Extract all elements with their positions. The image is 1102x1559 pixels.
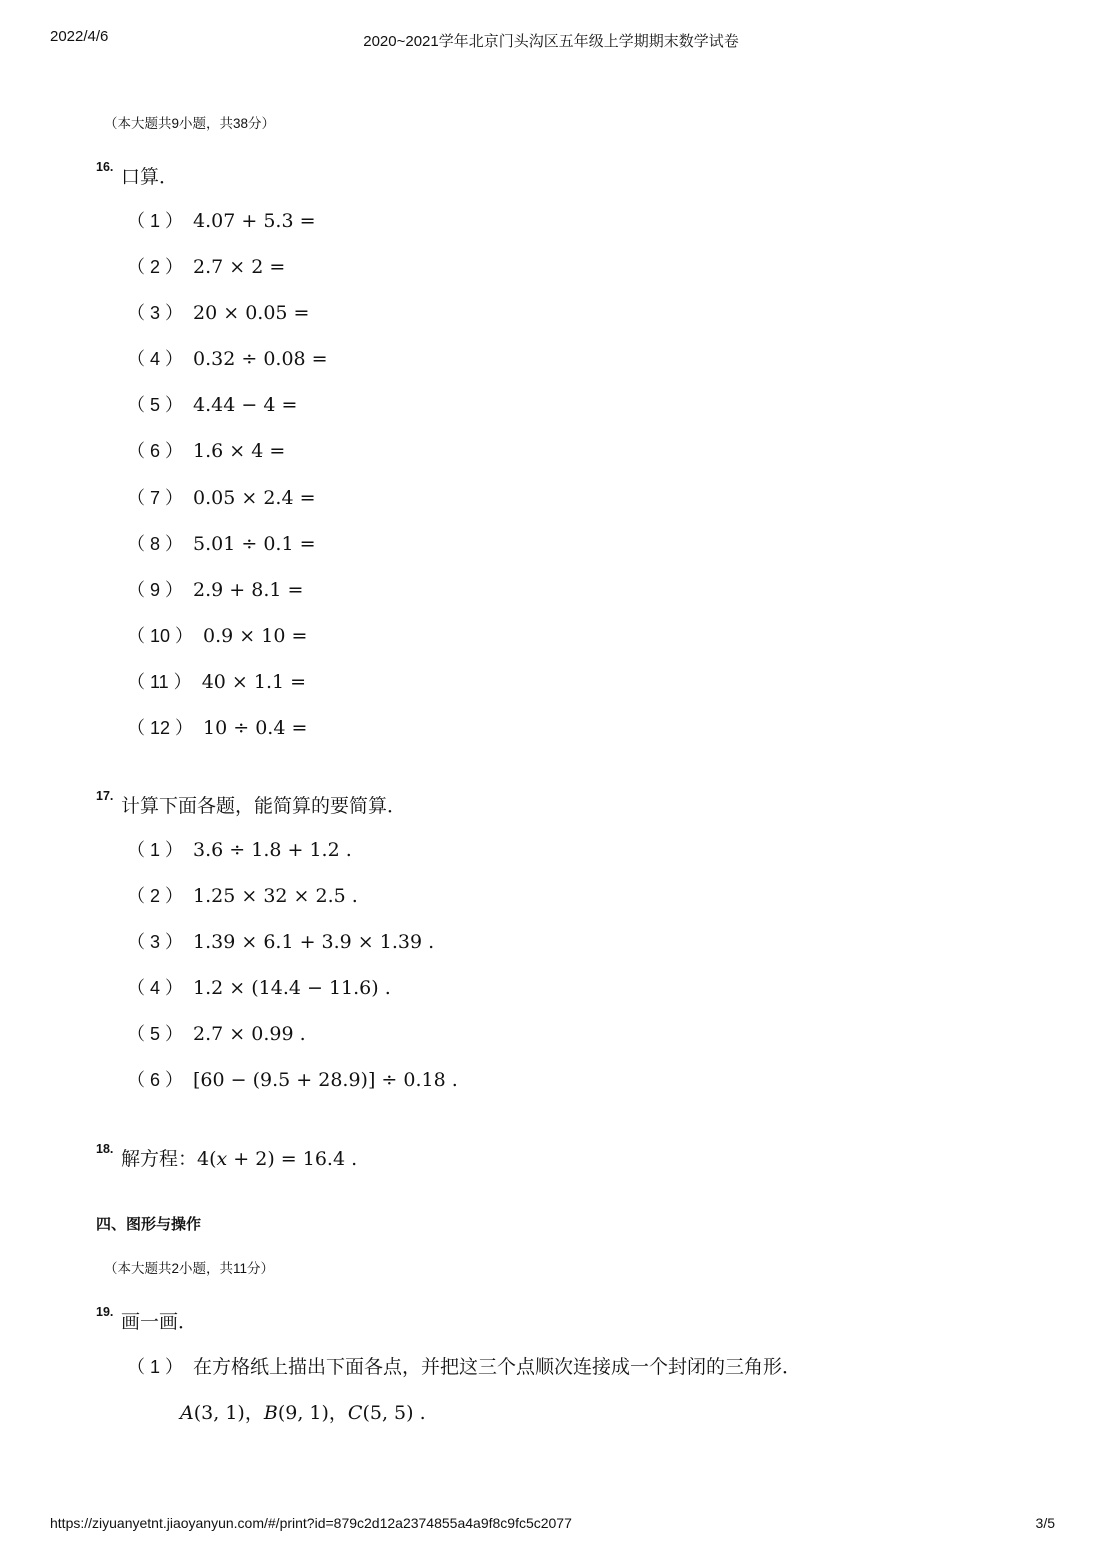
- list-item: [127, 836, 352, 862]
- math-expression: 1.39 × 6.1 + 3.9 × 1.39 .: [193, 931, 435, 953]
- section-heading: 四、图形与操作: [96, 1216, 202, 1233]
- math-expression: 40 × 1.1 =: [201, 671, 307, 693]
- list-item: [127, 207, 316, 233]
- item-label: （ 1 ）: [127, 840, 184, 860]
- question-stem: 画一画．: [121, 1312, 198, 1333]
- list-item: [127, 928, 434, 954]
- question-stem: 口算．: [121, 167, 179, 188]
- point-label: C: [347, 1402, 363, 1424]
- point-coord: (5, 5) .: [362, 1402, 426, 1424]
- item-label: （ 4 ）: [127, 349, 184, 369]
- math-expression: 5.01 ÷ 0.1 =: [193, 533, 316, 555]
- list-item: [127, 299, 309, 325]
- list-item: [127, 437, 285, 463]
- question-number: 17.: [96, 789, 114, 803]
- document-title: 2020~2021学年北京门头沟区五年级上学期期末数学试卷: [363, 33, 739, 50]
- point-label: A: [180, 1402, 194, 1424]
- item-label: （ 6 ）: [127, 1070, 184, 1090]
- list-item: [127, 484, 316, 510]
- item-text: 在方格纸上描出下面各点，并把这三个点顺次连接成一个封闭的三角形．: [193, 1357, 802, 1378]
- math-expression: 20 × 0.05 =: [193, 302, 310, 324]
- list-item: [127, 1066, 458, 1092]
- point-coord: (3, 1): [193, 1402, 245, 1424]
- item-label: （ 11 ）: [127, 672, 192, 692]
- item-label: （ 2 ）: [127, 886, 184, 906]
- point-coord: (9, 1): [277, 1402, 329, 1424]
- variable-x: x: [216, 1148, 228, 1170]
- section-note: （本大题共9小题，共38分）: [104, 116, 276, 131]
- item-label: （ 7 ）: [127, 488, 184, 508]
- math-expression: 2.9 + 8.1 =: [193, 579, 304, 601]
- page-url: https://ziyuanyetnt.jiaoyanyun.com/#/print?id=879c2d12a2374855a4a9f8c9fc5c2077: [50, 1515, 572, 1531]
- question-number: 19.: [96, 1305, 114, 1319]
- list-item: [127, 882, 358, 908]
- math-expression: [60 − (9.5 + 28.9)] ÷ 0.18 .: [193, 1069, 458, 1091]
- math-expression: 1.2 × (14.4 − 11.6) .: [193, 977, 391, 999]
- question-number: 16.: [96, 160, 114, 174]
- item-label: （ 1 ）: [127, 211, 184, 231]
- separator: ，: [244, 1403, 264, 1424]
- print-date: 2022/4/6: [50, 28, 109, 45]
- list-item: [127, 530, 316, 556]
- list-item: [127, 576, 303, 602]
- points-list: [180, 1398, 426, 1425]
- item-label: （ 5 ）: [127, 395, 184, 415]
- section-note: （本大题共2小题，共11分）: [104, 1261, 275, 1276]
- question-number: 18.: [96, 1142, 114, 1156]
- math-expression: 0.05 × 2.4 =: [193, 487, 316, 509]
- item-label: （ 5 ）: [127, 1024, 184, 1044]
- list-item: [127, 622, 307, 648]
- item-label: （ 8 ）: [127, 534, 184, 554]
- item-label: （ 3 ）: [127, 303, 184, 323]
- stem-prefix: 解方程：: [121, 1149, 198, 1170]
- item-label: （ 3 ）: [127, 932, 184, 952]
- list-item: [127, 253, 285, 279]
- math-expression: 10 ÷ 0.4 =: [203, 717, 308, 739]
- math-expression: 1.6 × 4 =: [193, 440, 286, 462]
- equation: 4(x + 2) = 16.4 .: [197, 1148, 358, 1170]
- list-item: [127, 668, 306, 694]
- item-label: （ 2 ）: [127, 257, 184, 277]
- item-label: （ 10 ）: [127, 626, 194, 646]
- list-item: [127, 1020, 306, 1046]
- page-number: 3/5: [1035, 1515, 1055, 1531]
- math-expression: 0.9 × 10 =: [203, 625, 308, 647]
- list-item: [127, 974, 391, 1000]
- item-label: （ 4 ）: [127, 978, 184, 998]
- list-item: [127, 391, 297, 417]
- math-expression: 1.25 × 32 × 2.5 .: [193, 885, 358, 907]
- item-label: （ 1 ）: [127, 1357, 184, 1377]
- separator: ，: [328, 1403, 348, 1424]
- question-stem: 计算下面各题，能简算的要简算．: [121, 796, 407, 817]
- math-expression: 2.7 × 0.99 .: [193, 1023, 306, 1045]
- list-item: [127, 714, 307, 740]
- math-expression: 2.7 × 2 =: [193, 256, 286, 278]
- math-expression: 0.32 ÷ 0.08 =: [193, 348, 328, 370]
- question-stem: [121, 1144, 357, 1171]
- math-expression: 4.07 + 5.3 =: [193, 210, 316, 232]
- item-label: （ 12 ）: [127, 718, 194, 738]
- math-expression: 3.6 ÷ 1.8 + 1.2 .: [193, 839, 352, 861]
- list-item: [127, 345, 328, 371]
- item-label: （ 9 ）: [127, 580, 184, 600]
- point-label: B: [263, 1402, 278, 1424]
- math-expression: 4.44 − 4 =: [193, 394, 298, 416]
- item-label: （ 6 ）: [127, 441, 184, 461]
- list-item: [127, 1352, 801, 1379]
